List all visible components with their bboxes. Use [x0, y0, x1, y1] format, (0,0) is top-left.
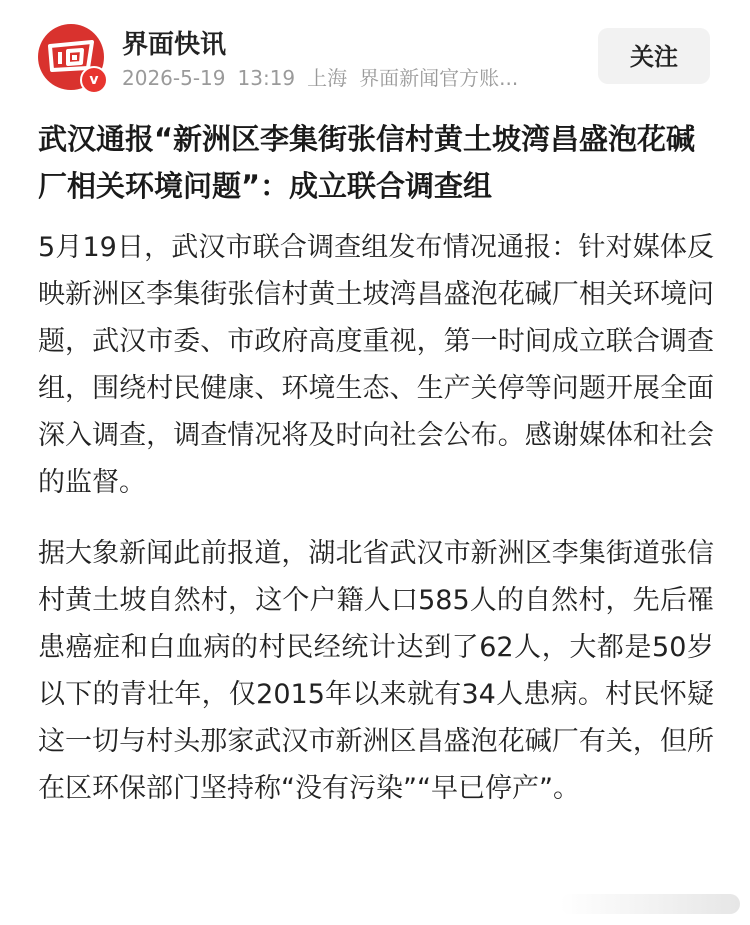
account-avatar[interactable]: [38, 24, 104, 90]
post-source: 界面新闻官方账...: [359, 66, 519, 90]
post-meta: [122, 62, 592, 91]
article-paragraph: 据大象新闻此前报道，湖北省武汉市新洲区李集街道张信村黄土坡自然村，这个户籍人口585人的自然村，先后罹患癌症和白血病的村民经统计达到了62人，大都是50岁以下的青壮年，仅2015年以来就有34人患病。村民怀疑这一切与村头那家武汉市新洲区昌盛泡花碱厂有关，但所在区环保部门坚持称“没有污染”“早已停产”。: [38, 538, 714, 804]
bottom-fade-overlay: [560, 894, 740, 914]
post-header: [38, 22, 718, 92]
article-body: [38, 224, 714, 836]
article-paragraph: 5月19日，武汉市联合调查组发布情况通报：针对媒体反映新洲区李集街张信村黄土坡湾昌盛泡花碱厂相关环境问题，武汉市委、市政府高度重视，第一时间成立联合调查组，围绕村民健康、环境生态、生产关停等问题开展全面深入调查，调查情况将及时向社会公布。感谢媒体和社会的监督。: [38, 232, 714, 498]
post-location: 上海: [307, 66, 348, 90]
article-title: 武汉通报“新洲区李集街张信村黄土坡湾昌盛泡花碱厂相关环境问题”：成立联合调查组: [38, 122, 696, 203]
post-date: 2026-5-19: [122, 66, 226, 90]
post-time: 13:19: [237, 66, 296, 90]
verified-badge-icon: v: [80, 66, 108, 94]
follow-button[interactable]: 关注: [598, 28, 710, 84]
account-name[interactable]: 界面快讯: [122, 30, 227, 60]
